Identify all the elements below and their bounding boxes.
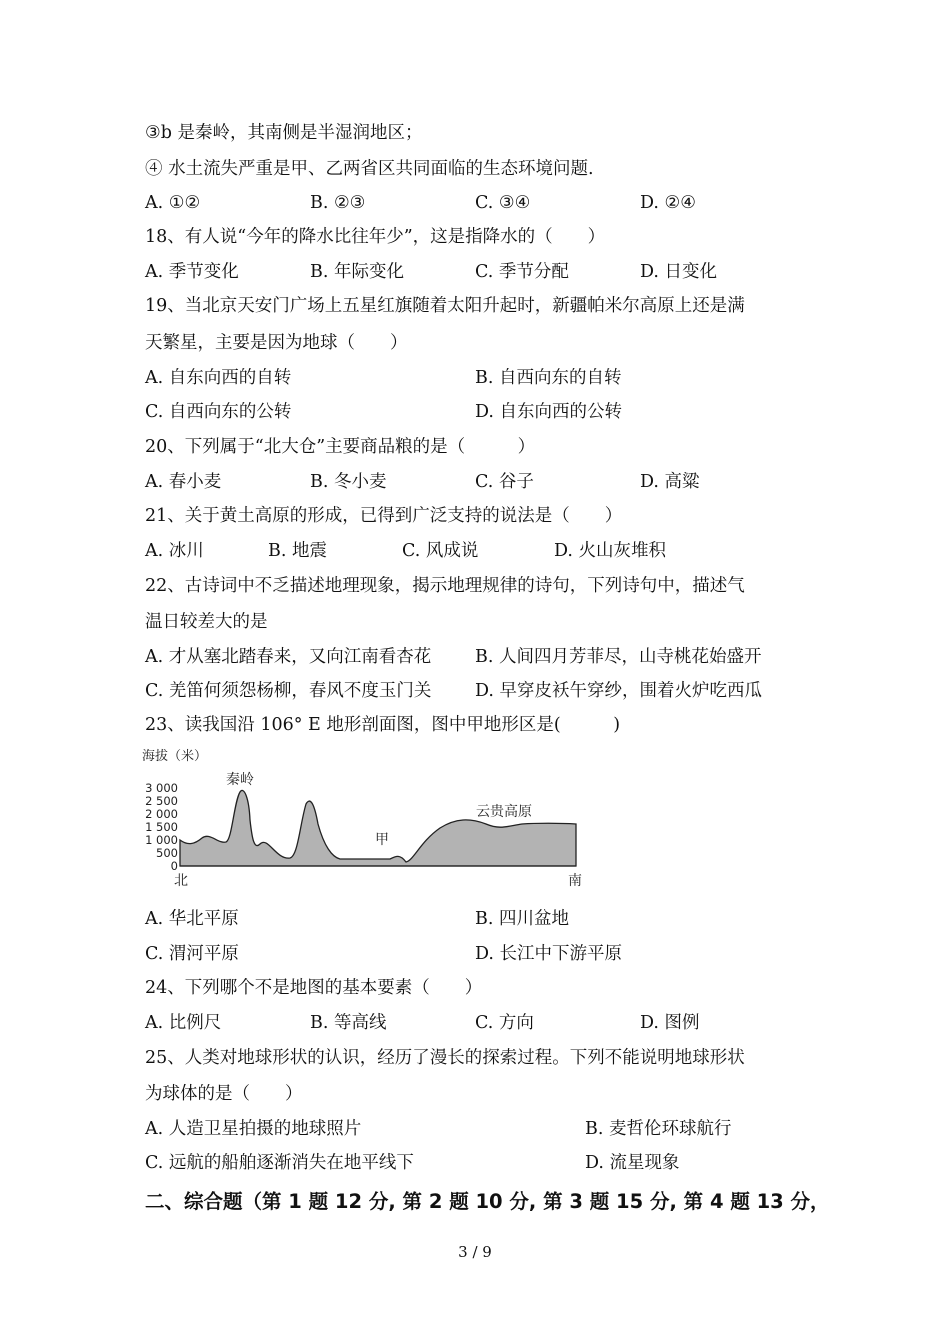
q24-stem: 24、下列哪个不是地图的基本要素（ ）: [145, 978, 483, 998]
q24-option-c: C. 方向: [475, 1013, 534, 1033]
terrain-profile-figure: [140, 742, 590, 892]
q20-option-c: C. 谷子: [475, 472, 534, 492]
q25-option-a: A. 人造卫星拍摄的地球照片: [145, 1119, 362, 1139]
q17-statement-4: ④ 水土流失严重是甲、乙两省区共同面临的生态环境问题.: [145, 159, 594, 179]
q18-option-d: D. 日变化: [640, 262, 718, 282]
q17-statement-3: ③b 是秦岭，其南侧是半湿润地区；: [145, 123, 423, 143]
q21-option-a: A. 冰川: [145, 541, 204, 561]
q21-option-c: C. 风成说: [402, 541, 479, 561]
q25-stem-line-2: 为球体的是（ ）: [145, 1084, 303, 1104]
label-jia: 甲: [375, 832, 389, 848]
label-yungui-plateau: 云贵高原: [476, 804, 532, 820]
q24-option-b: B. 等高线: [310, 1013, 387, 1033]
label-north: 北: [174, 873, 188, 889]
section-2-heading: 二、综合题（第 1 题 12 分, 第 2 题 10 分, 第 3 题 15 分, 第 4 题 13 分，: [145, 1190, 830, 1213]
q22-option-d: D. 早穿皮袄午穿纱，围着火炉吃西瓜: [475, 681, 763, 701]
profile-ylabel: 海拔（米）: [142, 749, 208, 764]
ytick-1000: 1 000: [145, 833, 178, 847]
q17-option-c: C. ③④: [475, 193, 531, 213]
q19-option-b: B. 自西向东的自转: [475, 368, 622, 388]
q17-option-b: B. ②③: [310, 193, 366, 213]
q18-option-a: A. 季节变化: [145, 262, 239, 282]
q21-option-d: D. 火山灰堆积: [554, 541, 667, 561]
q20-option-b: B. 冬小麦: [310, 472, 387, 492]
q22-option-a: A. 才从塞北踏春来，又向江南看杏花: [145, 647, 432, 667]
q17-option-a: A. ①②: [145, 193, 201, 213]
q19-option-c: C. 自西向东的公转: [145, 402, 292, 422]
q24-option-a: A. 比例尺: [145, 1013, 222, 1033]
q23-option-c: C. 渭河平原: [145, 944, 239, 964]
ytick-500: 500: [156, 846, 178, 860]
ytick-2000: 2 000: [145, 807, 178, 821]
q18-option-c: C. 季节分配: [475, 262, 569, 282]
q25-option-c: C. 远航的船舶逐渐消失在地平线下: [145, 1153, 414, 1173]
q20-option-d: D. 高粱: [640, 472, 700, 492]
q21-option-b: B. 地震: [268, 541, 327, 561]
q17-option-d: D. ②④: [640, 193, 696, 213]
q25-option-d: D. 流星现象: [585, 1153, 680, 1173]
q22-option-c: C. 羌笛何须怨杨柳，春风不度玉门关: [145, 681, 432, 701]
q19-option-d: D. 自东向西的公转: [475, 402, 623, 422]
q23-option-d: D. 长江中下游平原: [475, 944, 623, 964]
label-south: 南: [568, 873, 582, 889]
q23-option-b: B. 四川盆地: [475, 909, 569, 929]
page-number: 3 / 9: [458, 1243, 492, 1261]
q23-option-a: A. 华北平原: [145, 909, 239, 929]
q23-stem: 23、读我国沿 106° E 地形剖面图，图中甲地形区是( ): [145, 715, 621, 735]
q20-option-a: A. 春小麦: [145, 472, 222, 492]
ytick-0: 0: [170, 859, 178, 873]
q25-option-b: B. 麦哲伦环球航行: [585, 1119, 732, 1139]
ytick-1500: 1 500: [145, 820, 178, 834]
q18-option-b: B. 年际变化: [310, 262, 404, 282]
ytick-2500: 2 500: [145, 794, 178, 808]
q19-option-a: A. 自东向西的自转: [145, 368, 292, 388]
q25-stem-line-1: 25、人类对地球形状的认识，经历了漫长的探索过程。下列不能说明地球形状: [145, 1048, 745, 1068]
q22-stem-line-1: 22、古诗词中不乏描述地理现象，揭示地理规律的诗句，下列诗句中，描述气: [145, 576, 745, 596]
q18-stem: 18、有人说“今年的降水比往年少”，这是指降水的（ ）: [145, 227, 606, 247]
q21-stem: 21、关于黄土高原的形成，已得到广泛支持的说法是（ ）: [145, 506, 623, 526]
q22-stem-line-2: 温日较差大的是: [145, 612, 268, 632]
terrain-profile-shape: [180, 790, 576, 866]
q22-option-b: B. 人间四月芳菲尽，山寺桃花始盛开: [475, 647, 762, 667]
q20-stem: 20、下列属于“北大仓”主要商品粮的是（ ）: [145, 437, 536, 457]
ytick-3000: 3 000: [145, 781, 178, 795]
label-qinling: 秦岭: [226, 772, 254, 788]
q24-option-d: D. 图例: [640, 1013, 700, 1033]
q19-stem-line-2: 天繁星，主要是因为地球（ ）: [145, 333, 408, 353]
q19-stem-line-1: 19、当北京天安门广场上五星红旗随着太阳升起时，新疆帕米尔高原上还是满: [145, 296, 745, 316]
